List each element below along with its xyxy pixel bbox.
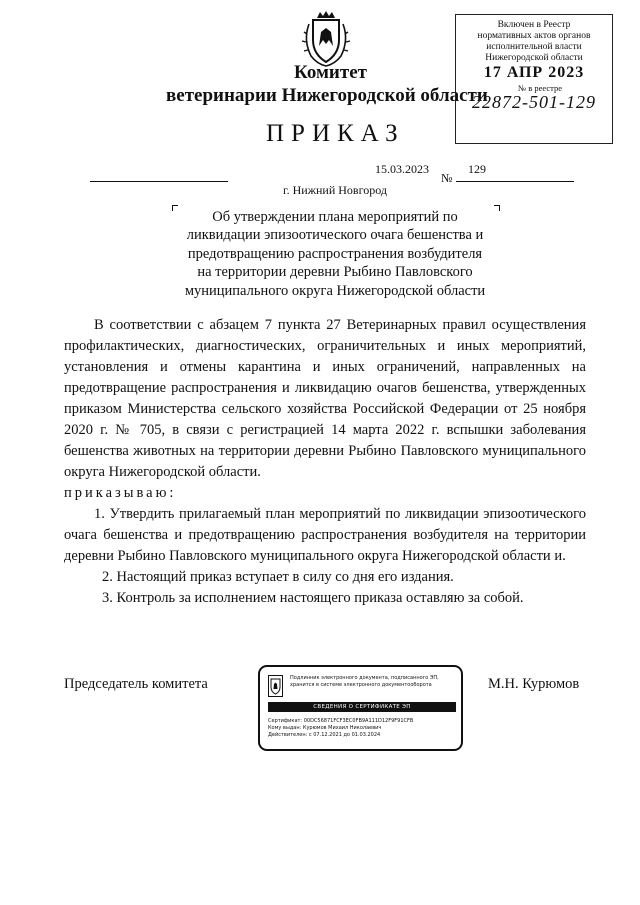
number-underline — [456, 181, 574, 182]
esig-cert-value: 00DC56871FCF3EC0FB9A111D12F9F91CFB — [303, 718, 414, 724]
organization-name-line2: ветеринарии Нижегородской области — [166, 85, 488, 106]
subject-line: муниципального округа Нижегородской области — [184, 282, 486, 299]
subject-line: на территории деревни Рыбино Павловского — [197, 264, 473, 281]
preamble-paragraph: В соответствии с абзацем 7 пункта 27 Ветеринарных правил осуществления профилактических, диагностических, ограничительных и иных мероприятий, установления и отмены карантина и иных ограничений, направленных на предотвращение распространения и ликвидацию очагов бешенства, утвержденных приказом Министерства сельского хозяйства Российской Федерации от 25 ноября 2020 г. № 705, в связи с регистрацией 14 марта 2022 г. вспышки заболевания бешенства животных на территории деревни Рыбино Павловского муниципального округа Нижегородской области. — [64, 317, 586, 480]
registry-stamp — [455, 14, 613, 144]
order-subject — [170, 208, 500, 300]
esig-note-line: Подлинник электронного документа, подписанного ЭП, — [290, 675, 439, 681]
esig-note-line: хранится в системе электронного документооборота — [290, 681, 432, 688]
stamp-line3: исполнительной власти — [486, 42, 582, 52]
esig-certificate-header: СВЕДЕНИЯ О СЕРТИФИКАТЕ ЭП — [268, 702, 456, 712]
stamp-line1: Включен в Реестр — [497, 20, 571, 30]
city: г. Нижний Новгород — [283, 183, 387, 197]
coat-of-arms-icon — [268, 675, 283, 697]
esig-validity-row — [268, 732, 380, 738]
stamp-registry-number: 22872-501-129 — [472, 92, 596, 112]
esig-note — [290, 675, 458, 688]
esig-certificate-row — [268, 718, 413, 724]
subject-line: Об утверждении плана мероприятий по — [212, 209, 458, 225]
order-date: 15.03.2023 — [375, 162, 429, 176]
order-number: 129 — [468, 162, 486, 176]
signer-name: М.Н. Курюмов — [488, 676, 580, 692]
stamp-line2: нормативных актов органов — [477, 31, 591, 41]
stamp-registry-caption: № в реестре — [518, 83, 562, 93]
organization-name-line1: Комитет — [294, 62, 367, 83]
number-sign: № — [441, 171, 453, 185]
coat-of-arms-icon — [301, 10, 351, 68]
stamp-line4: Нижегородской области — [485, 53, 583, 63]
esig-owner-row — [268, 725, 381, 731]
document-type-title: ПРИКАЗ — [266, 120, 405, 147]
esig-validity-label: Действителен: — [268, 732, 308, 738]
order-body — [64, 315, 586, 609]
order-word: приказываю: — [64, 485, 177, 501]
date-underline-left — [90, 181, 228, 182]
order-item-2: 2. Настоящий приказ вступает в силу со дня его издания. — [102, 569, 454, 585]
electronic-signature-stamp — [258, 665, 463, 751]
esig-owner-value: Курюмов Михаил Николаевич — [302, 725, 382, 731]
esig-owner-label: Кому выдан: — [268, 725, 302, 731]
subject-line: ликвидации эпизоотического очага бешенства и — [186, 227, 484, 244]
order-item-3: 3. Контроль за исполнением настоящего приказа оставляю за собой. — [102, 590, 524, 606]
subject-line: предотвращению распространения возбудителя — [187, 245, 483, 262]
signer-position: Председатель комитета — [64, 676, 208, 692]
stamp-date: 17 АПР 2023 — [483, 64, 585, 81]
order-item-1: 1. Утвердить прилагаемый план мероприятий по ликвидации эпизоотического очага бешенства и предотвращению распространения возбудителя на территории деревни Рыбино Павловского муниципального округа Нижегородской области и. — [64, 506, 586, 564]
esig-cert-label: Сертификат: — [268, 718, 303, 724]
esig-validity-value: с 07.12.2021 до 01.03.2024 — [308, 732, 381, 738]
